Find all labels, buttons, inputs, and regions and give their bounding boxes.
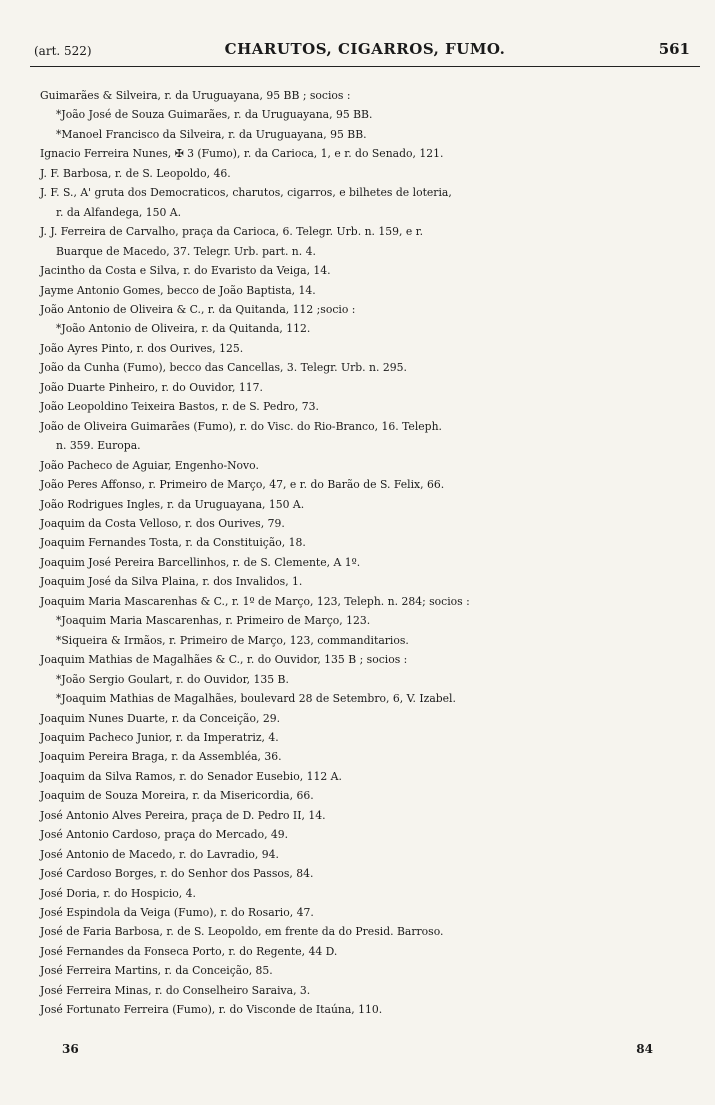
directory-entry: Joaquim da Silva Ramos, r. do Senador Eusebio, 112 A.	[40, 769, 342, 783]
entry-continuation: Buarque de Macedo, 37. Telegr. Urb. part. n. 4.	[56, 244, 316, 258]
directory-entry: José Ferreira Martins, r. da Conceição, 85.	[40, 964, 273, 978]
directory-entry: José Antonio de Macedo, r. do Lavradio, 94.	[40, 847, 279, 861]
directory-entry: José Doria, r. do Hospicio, 4.	[40, 886, 196, 900]
directory-entry: João de Oliveira Guimarães (Fumo), r. do Visc. do Rio-Branco, 16. Teleph.	[40, 419, 442, 433]
directory-entry: João Duarte Pinheiro, r. do Ouvidor, 117.	[40, 380, 263, 394]
entry-continuation: n. 359. Europa.	[56, 439, 141, 453]
directory-entry: Jacintho da Costa e Silva, r. do Evaristo da Veiga, 14.	[40, 264, 331, 278]
page-header	[30, 40, 700, 66]
directory-entry: João Peres Affonso, r. Primeiro de Março, 47, e r. do Barão de S. Felix, 66.	[40, 478, 445, 492]
directory-entry: Joaquim Fernandes Tosta, r. da Constituição, 18.	[40, 536, 306, 550]
directory-entry: José Antonio Alves Pereira, praça de D. Pedro II, 14.	[40, 808, 326, 822]
directory-entry: Joaquim Mathias de Magalhães & C., r. do Ouvidor, 135 B ; socios :	[40, 653, 408, 667]
directory-entry: José Antonio Cardoso, praça do Mercado, 49.	[40, 828, 289, 842]
directory-entry: José Fernandes da Fonseca Porto, r. do Regente, 44 D.	[40, 944, 338, 958]
header-rule	[30, 66, 700, 67]
directory-entry: João Leopoldino Teixeira Bastos, r. de S. Pedro, 73.	[40, 400, 319, 414]
article-reference: (art. 522)	[34, 44, 92, 58]
directory-entry: Jayme Antonio Gomes, becco de João Baptista, 14.	[40, 283, 316, 297]
directory-entry: José Fortunato Ferreira (Fumo), r. do Visconde de Itaúna, 110.	[40, 1003, 383, 1017]
partner-entry: *Siqueira & Irmãos, r. Primeiro de Março, 123, commanditarios.	[56, 633, 409, 647]
directory-entry: Joaquim Pereira Braga, r. da Assembléa, 36.	[40, 750, 282, 764]
directory-entry: Joaquim Pacheco Junior, r. da Imperatriz, 4.	[40, 730, 279, 744]
directory-entry: Joaquim José Pereira Barcellinhos, r. de S. Clemente, A 1º.	[40, 555, 361, 569]
directory-entry: Joaquim de Souza Moreira, r. da Misericordia, 66.	[40, 789, 314, 803]
directory-entry: Joaquim Nunes Duarte, r. da Conceição, 29.	[40, 711, 281, 725]
directory-entry: João Ayres Pinto, r. dos Ourives, 125.	[40, 341, 244, 355]
directory-entry: J. F. S., A' gruta dos Democraticos, charutos, cigarros, e bilhetes de loteria,	[40, 186, 452, 200]
entry-continuation: r. da Alfandega, 150 A.	[56, 205, 182, 219]
partner-entry: *João Sergio Goulart, r. do Ouvidor, 135 B.	[56, 672, 289, 686]
partner-entry: *João Antonio de Oliveira, r. da Quitanda, 112.	[56, 322, 311, 336]
directory-entry: João Rodrigues Ingles, r. da Uruguayana, 150 A.	[40, 497, 305, 511]
directory-entry: José Cardoso Borges, r. do Senhor dos Passos, 84.	[40, 867, 314, 881]
directory-entry: Joaquim José da Silva Plaina, r. dos Invalidos, 1.	[40, 575, 303, 589]
directory-entry: Joaquim da Costa Velloso, r. dos Ourives, 79.	[40, 516, 285, 530]
directory-entry: J. J. Ferreira de Carvalho, praça da Carioca, 6. Telegr. Urb. n. 159, e r.	[40, 225, 424, 239]
partner-entry: *Manoel Francisco da Silveira, r. da Uruguayana, 95 BB.	[56, 127, 367, 141]
directory-entry: Joaquim Maria Mascarenhas & C., r. 1º de Março, 123, Teleph. n. 284; socios :	[40, 594, 470, 608]
page-title: CHARUTOS, CIGARROS, FUMO.	[224, 40, 506, 58]
directory-entry: João da Cunha (Fumo), becco das Cancellas, 3. Telegr. Urb. n. 295.	[40, 361, 407, 375]
signature-mark-left: 36	[62, 1042, 79, 1056]
directory-entry: José Ferreira Minas, r. do Conselheiro Saraiva, 3.	[40, 983, 311, 997]
directory-entry: João Pacheco de Aguiar, Engenho-Novo.	[40, 458, 259, 472]
signature-mark-right: 84	[636, 1042, 653, 1056]
directory-entry: J. F. Barbosa, r. de S. Leopoldo, 46.	[40, 166, 231, 180]
partner-entry: *João José de Souza Guimarães, r. da Uruguayana, 95 BB.	[56, 108, 373, 122]
directory-entry: Guimarães & Silveira, r. da Uruguayana, 95 BB ; socios :	[40, 89, 351, 102]
partner-entry: *Joaquim Maria Mascarenhas, r. Primeiro de Março, 123.	[56, 614, 371, 628]
directory-entry: José Espindola da Veiga (Fumo), r. do Rosario, 47.	[40, 906, 314, 920]
partner-entry: *Joaquim Mathias de Magalhães, boulevard 28 de Setembro, 6, V. Izabel.	[56, 692, 456, 706]
directory-entry: José de Faria Barbosa, r. de S. Leopoldo, em frente da do Presid. Barroso.	[40, 925, 444, 939]
directory-entry: Ignacio Ferreira Nunes, ✠ 3 (Fumo), r. da Carioca, 1, e r. do Senado, 121.	[40, 147, 444, 161]
page-number: 561	[658, 40, 690, 58]
entry-list	[40, 86, 710, 1020]
directory-entry: João Antonio de Oliveira & C., r. da Quitanda, 112 ;socio :	[40, 302, 356, 316]
